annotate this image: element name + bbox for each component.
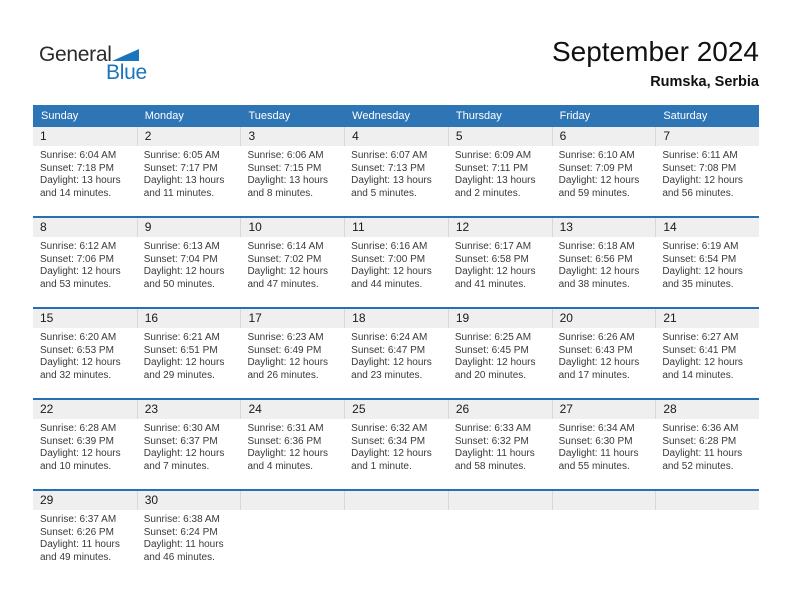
day-cell-6 (552, 127, 656, 216)
day-number-band (552, 127, 656, 146)
weekday-header-sunday: Sunday (41, 110, 79, 122)
day-number-band (240, 218, 344, 237)
day-number: 5 (455, 129, 463, 143)
day-cell-9 (137, 218, 241, 307)
day-details (137, 328, 241, 382)
day-number-band (137, 127, 241, 146)
day-cell-24 (240, 400, 344, 489)
day-details (137, 237, 241, 291)
daylight-line-2: and 49 minutes. (40, 551, 112, 563)
day-number-band (448, 491, 552, 510)
day-details (655, 146, 759, 200)
day-details (137, 146, 241, 200)
daylight-line-1: Daylight: 12 hours (40, 357, 121, 368)
sunset-line: Sunset: 6:39 PM (40, 435, 114, 447)
daylight-line-2: and 32 minutes. (40, 369, 112, 381)
day-number: 23 (144, 402, 159, 416)
day-number-band (137, 309, 241, 328)
day-number-band (448, 218, 552, 237)
weekday-header-friday: Friday (559, 110, 591, 122)
day-number: 18 (352, 311, 366, 325)
daylight-line-1: Daylight: 13 hours (143, 175, 225, 186)
sunrise-line: Sunrise: 6:26 AM (558, 332, 635, 343)
empty-day-cell (552, 491, 656, 580)
day-details (344, 146, 448, 200)
sunrise-line: Sunrise: 6:18 AM (558, 241, 635, 252)
sunrise-line: Sunrise: 6:19 AM (662, 241, 739, 252)
sunset-line: Sunset: 6:56 PM (558, 253, 633, 265)
daylight-line-1: Daylight: 12 hours (143, 448, 225, 459)
daylight-line-2: and 14 minutes. (40, 187, 112, 199)
daylight-line-1: Daylight: 12 hours (558, 175, 640, 186)
sunrise-line: Sunrise: 6:28 AM (40, 423, 117, 434)
empty-day-cell (448, 491, 552, 580)
day-details (33, 419, 137, 473)
day-number-band (33, 491, 137, 510)
sunrise-line: Sunrise: 6:23 AM (247, 332, 324, 343)
day-number-band (33, 218, 137, 237)
day-number: 30 (144, 493, 159, 507)
day-number-band (552, 491, 656, 510)
title-block (552, 36, 759, 90)
day-number: 12 (455, 220, 470, 234)
sunrise-line: Sunrise: 6:10 AM (558, 150, 635, 161)
day-details (137, 419, 241, 473)
day-number: 20 (559, 311, 573, 325)
sunset-line: Sunset: 6:26 PM (40, 526, 114, 538)
sunset-line: Sunset: 6:43 PM (558, 344, 633, 356)
daylight-line-1: Daylight: 11 hours (454, 448, 535, 459)
day-cell-5 (448, 127, 552, 216)
general-blue-logo (39, 43, 169, 87)
daylight-line-2: and 55 minutes. (558, 460, 630, 472)
day-cell-15 (33, 309, 137, 398)
sunrise-line: Sunrise: 6:33 AM (454, 423, 532, 434)
day-details (344, 328, 448, 382)
day-number: 26 (455, 402, 470, 416)
day-number: 28 (663, 402, 677, 416)
daylight-line-1: Daylight: 12 hours (40, 448, 121, 459)
sunset-line: Sunset: 7:02 PM (247, 253, 322, 265)
day-number: 15 (40, 311, 54, 325)
day-number-band (33, 309, 137, 328)
day-number-band (33, 127, 137, 146)
day-details (448, 419, 552, 473)
day-details (33, 328, 137, 382)
sunrise-line: Sunrise: 6:05 AM (143, 150, 220, 161)
day-number: 16 (144, 311, 159, 325)
day-cell-12 (448, 218, 552, 307)
empty-day-cell (344, 491, 448, 580)
day-details (240, 146, 344, 200)
weekday-header-row (33, 105, 759, 127)
daylight-line-2: and 1 minute. (351, 460, 412, 472)
day-number: 14 (663, 220, 677, 234)
day-number: 4 (352, 129, 359, 143)
sunset-line: Sunset: 6:32 PM (454, 435, 529, 447)
sunrise-line: Sunrise: 6:38 AM (143, 514, 220, 525)
sunset-line: Sunset: 6:24 PM (143, 526, 218, 538)
day-number: 6 (559, 129, 567, 143)
sunset-line: Sunset: 6:41 PM (662, 344, 737, 356)
daylight-line-1: Daylight: 12 hours (662, 266, 743, 277)
sunset-line: Sunset: 6:28 PM (662, 435, 737, 447)
day-details (552, 419, 656, 473)
day-cell-22 (33, 400, 137, 489)
sunset-line: Sunset: 6:58 PM (454, 253, 529, 265)
sunrise-line: Sunrise: 6:31 AM (247, 423, 324, 434)
sunset-line: Sunset: 6:51 PM (143, 344, 218, 356)
sunrise-line: Sunrise: 6:06 AM (247, 150, 324, 161)
day-number: 29 (40, 493, 54, 507)
day-number: 27 (559, 402, 573, 416)
sunset-line: Sunset: 6:34 PM (351, 435, 426, 447)
day-number: 9 (144, 220, 152, 234)
daylight-line-1: Daylight: 11 hours (40, 539, 120, 550)
day-cell-8 (33, 218, 137, 307)
day-cell-1 (33, 127, 137, 216)
daylight-line-1: Daylight: 12 hours (454, 357, 536, 368)
day-details (655, 237, 759, 291)
sunset-line: Sunset: 6:37 PM (143, 435, 218, 447)
day-number-band (655, 400, 759, 419)
daylight-line-1: Daylight: 12 hours (454, 266, 536, 277)
sunset-line: Sunset: 6:30 PM (558, 435, 633, 447)
day-cell-25 (344, 400, 448, 489)
daylight-line-1: Daylight: 12 hours (143, 266, 225, 277)
sunrise-line: Sunrise: 6:27 AM (662, 332, 739, 343)
daylight-line-2: and 44 minutes. (351, 278, 423, 290)
sunset-line: Sunset: 7:18 PM (40, 162, 114, 174)
day-details (240, 237, 344, 291)
sunset-line: Sunset: 7:04 PM (143, 253, 218, 265)
day-details (344, 237, 448, 291)
week-row-4 (33, 398, 759, 489)
sunset-line: Sunset: 6:36 PM (247, 435, 322, 447)
month-title: September 2024 (551, 36, 759, 67)
day-number-band (240, 127, 344, 146)
sunset-line: Sunset: 6:54 PM (662, 253, 737, 265)
day-number-band (448, 309, 552, 328)
sunset-line: Sunset: 7:15 PM (247, 162, 322, 174)
day-number: 25 (352, 402, 366, 416)
day-number-band (552, 400, 656, 419)
day-cell-16 (137, 309, 241, 398)
sunrise-line: Sunrise: 6:37 AM (40, 514, 117, 525)
daylight-line-2: and 2 minutes. (454, 187, 521, 199)
day-number-band (240, 309, 344, 328)
day-details (655, 328, 759, 382)
day-details (33, 510, 137, 564)
daylight-line-2: and 58 minutes. (454, 460, 527, 472)
sunset-line: Sunset: 7:08 PM (662, 162, 737, 174)
day-number-band (344, 491, 448, 510)
day-details (552, 510, 656, 514)
day-number-band (448, 127, 552, 146)
empty-day-cell (655, 491, 759, 580)
day-cell-20 (552, 309, 656, 398)
day-details (552, 146, 656, 200)
day-number-band (552, 218, 656, 237)
daylight-line-2: and 7 minutes. (143, 460, 210, 472)
day-cell-10 (240, 218, 344, 307)
sunrise-line: Sunrise: 6:11 AM (662, 150, 738, 161)
daylight-line-1: Daylight: 12 hours (351, 357, 432, 368)
day-cell-17 (240, 309, 344, 398)
day-number-band (33, 400, 137, 419)
sunrise-line: Sunrise: 6:13 AM (143, 241, 220, 252)
daylight-line-2: and 17 minutes. (558, 369, 630, 381)
day-number: 3 (248, 129, 256, 143)
day-number: 8 (40, 220, 47, 234)
day-cell-18 (344, 309, 448, 398)
day-details (448, 328, 552, 382)
week-row-5 (33, 489, 759, 580)
sunset-line: Sunset: 7:09 PM (558, 162, 633, 174)
day-cell-14 (655, 218, 759, 307)
day-details (552, 328, 656, 382)
daylight-line-2: and 5 minutes. (351, 187, 417, 199)
daylight-line-2: and 41 minutes. (454, 278, 527, 290)
day-cell-26 (448, 400, 552, 489)
daylight-line-1: Daylight: 12 hours (558, 266, 640, 277)
daylight-line-2: and 50 minutes. (143, 278, 215, 290)
day-details (240, 419, 344, 473)
daylight-line-1: Daylight: 12 hours (247, 448, 329, 459)
sunset-line: Sunset: 7:11 PM (454, 162, 529, 174)
daylight-line-1: Daylight: 12 hours (40, 266, 121, 277)
day-cell-28 (655, 400, 759, 489)
daylight-line-1: Daylight: 13 hours (247, 175, 329, 186)
day-number-band (655, 218, 759, 237)
sunset-line: Sunset: 6:47 PM (351, 344, 426, 356)
day-number-band (344, 400, 448, 419)
day-details (240, 328, 344, 382)
day-number-band (552, 309, 656, 328)
day-number-band (240, 400, 344, 419)
daylight-line-1: Daylight: 12 hours (247, 266, 329, 277)
daylight-line-2: and 47 minutes. (247, 278, 319, 290)
day-cell-27 (552, 400, 656, 489)
daylight-line-1: Daylight: 11 hours (662, 448, 743, 459)
day-cell-3 (240, 127, 344, 216)
daylight-line-1: Daylight: 11 hours (558, 448, 639, 459)
sunrise-line: Sunrise: 6:09 AM (454, 150, 532, 161)
day-details (344, 510, 448, 514)
day-cell-13 (552, 218, 656, 307)
daylight-line-2: and 53 minutes. (40, 278, 112, 290)
day-cell-21 (655, 309, 759, 398)
day-number-band (137, 491, 241, 510)
calendar-table (33, 105, 759, 580)
daylight-line-2: and 23 minutes. (351, 369, 423, 381)
daylight-line-1: Daylight: 12 hours (662, 175, 743, 186)
day-number-band (344, 218, 448, 237)
daylight-line-1: Daylight: 12 hours (247, 357, 329, 368)
sunrise-line: Sunrise: 6:21 AM (143, 332, 220, 343)
day-number: 17 (248, 311, 262, 325)
day-cell-7 (655, 127, 759, 216)
logo-triangle-icon (112, 49, 139, 61)
daylight-line-1: Daylight: 13 hours (454, 175, 536, 186)
day-details (33, 237, 137, 291)
daylight-line-2: and 11 minutes. (143, 187, 215, 199)
daylight-line-1: Daylight: 12 hours (351, 448, 432, 459)
sunrise-line: Sunrise: 6:04 AM (40, 150, 117, 161)
daylight-line-1: Daylight: 11 hours (143, 539, 224, 550)
weekday-header-tuesday: Tuesday (248, 110, 291, 122)
logo-text-blue: Blue (106, 61, 147, 84)
page-header (33, 0, 759, 105)
day-number-band (448, 400, 552, 419)
day-details (240, 510, 344, 514)
weekday-header-saturday: Saturday (663, 110, 708, 122)
daylight-line-2: and 38 minutes. (558, 278, 630, 290)
sunrise-line: Sunrise: 6:25 AM (454, 332, 532, 343)
day-number-band (344, 309, 448, 328)
sunset-line: Sunset: 7:17 PM (143, 162, 218, 174)
sunrise-line: Sunrise: 6:12 AM (40, 241, 117, 252)
day-number: 7 (663, 129, 670, 143)
day-details (33, 146, 137, 200)
day-details (655, 510, 759, 514)
day-details (448, 510, 552, 514)
sunrise-line: Sunrise: 6:24 AM (351, 332, 428, 343)
daylight-line-2: and 4 minutes. (247, 460, 314, 472)
day-number: 2 (144, 129, 152, 143)
day-number: 1 (40, 129, 47, 143)
sunset-line: Sunset: 7:00 PM (351, 253, 426, 265)
daylight-line-2: and 35 minutes. (662, 278, 734, 290)
day-number-band (655, 491, 759, 510)
weekday-header-wednesday: Wednesday (352, 110, 411, 122)
sunset-line: Sunset: 6:49 PM (247, 344, 322, 356)
day-number-band (137, 400, 241, 419)
sunrise-line: Sunrise: 6:30 AM (143, 423, 220, 434)
sunrise-line: Sunrise: 6:32 AM (351, 423, 428, 434)
day-number: 10 (248, 220, 262, 234)
day-details (552, 237, 656, 291)
sunset-line: Sunset: 6:45 PM (454, 344, 529, 356)
sunset-line: Sunset: 7:06 PM (40, 253, 114, 265)
logo-text-general: General (39, 43, 112, 66)
day-details (344, 419, 448, 473)
day-number-band (655, 127, 759, 146)
sunset-line: Sunset: 7:13 PM (351, 162, 426, 174)
daylight-line-2: and 29 minutes. (143, 369, 215, 381)
day-number: 22 (40, 402, 54, 416)
week-row-2 (33, 216, 759, 307)
day-number: 19 (455, 311, 470, 325)
weekday-header-thursday: Thursday (455, 110, 502, 122)
daylight-line-1: Daylight: 12 hours (662, 357, 743, 368)
week-row-1 (33, 127, 759, 216)
day-number-band (240, 491, 344, 510)
day-cell-4 (344, 127, 448, 216)
daylight-line-1: Daylight: 13 hours (351, 175, 432, 186)
day-number-band (137, 218, 241, 237)
sunrise-line: Sunrise: 6:17 AM (454, 241, 532, 252)
day-cell-2 (137, 127, 241, 216)
daylight-line-2: and 20 minutes. (454, 369, 527, 381)
daylight-line-1: Daylight: 12 hours (558, 357, 640, 368)
empty-day-cell (240, 491, 344, 580)
sunrise-line: Sunrise: 6:14 AM (247, 241, 324, 252)
day-cell-23 (137, 400, 241, 489)
daylight-line-2: and 46 minutes. (143, 551, 215, 563)
daylight-line-2: and 26 minutes. (247, 369, 319, 381)
sunrise-line: Sunrise: 6:07 AM (351, 150, 428, 161)
sunrise-line: Sunrise: 6:20 AM (40, 332, 117, 343)
day-number: 21 (663, 311, 677, 325)
daylight-line-2: and 52 minutes. (662, 460, 734, 472)
daylight-line-2: and 59 minutes. (558, 187, 630, 199)
daylight-line-1: Daylight: 12 hours (143, 357, 225, 368)
day-number: 11 (352, 220, 365, 234)
day-details (655, 419, 759, 473)
day-cell-19 (448, 309, 552, 398)
daylight-line-1: Daylight: 13 hours (40, 175, 121, 186)
sunrise-line: Sunrise: 6:16 AM (351, 241, 428, 252)
location-subtitle: Rumska, Serbia (650, 74, 759, 90)
daylight-line-1: Daylight: 12 hours (351, 266, 432, 277)
week-row-3 (33, 307, 759, 398)
day-cell-30 (137, 491, 241, 580)
daylight-line-2: and 14 minutes. (662, 369, 734, 381)
sunrise-line: Sunrise: 6:36 AM (662, 423, 739, 434)
day-cell-29 (33, 491, 137, 580)
day-cell-11 (344, 218, 448, 307)
daylight-line-2: and 8 minutes. (247, 187, 314, 199)
daylight-line-2: and 56 minutes. (662, 187, 734, 199)
day-number-band (344, 127, 448, 146)
daylight-line-2: and 10 minutes. (40, 460, 112, 472)
day-details (137, 510, 241, 564)
day-number: 24 (248, 402, 262, 416)
day-number: 13 (559, 220, 573, 234)
sunrise-line: Sunrise: 6:34 AM (558, 423, 635, 434)
weekday-header-monday: Monday (144, 110, 184, 122)
day-number-band (655, 309, 759, 328)
sunset-line: Sunset: 6:53 PM (40, 344, 114, 356)
day-details (448, 146, 552, 200)
day-details (448, 237, 552, 291)
